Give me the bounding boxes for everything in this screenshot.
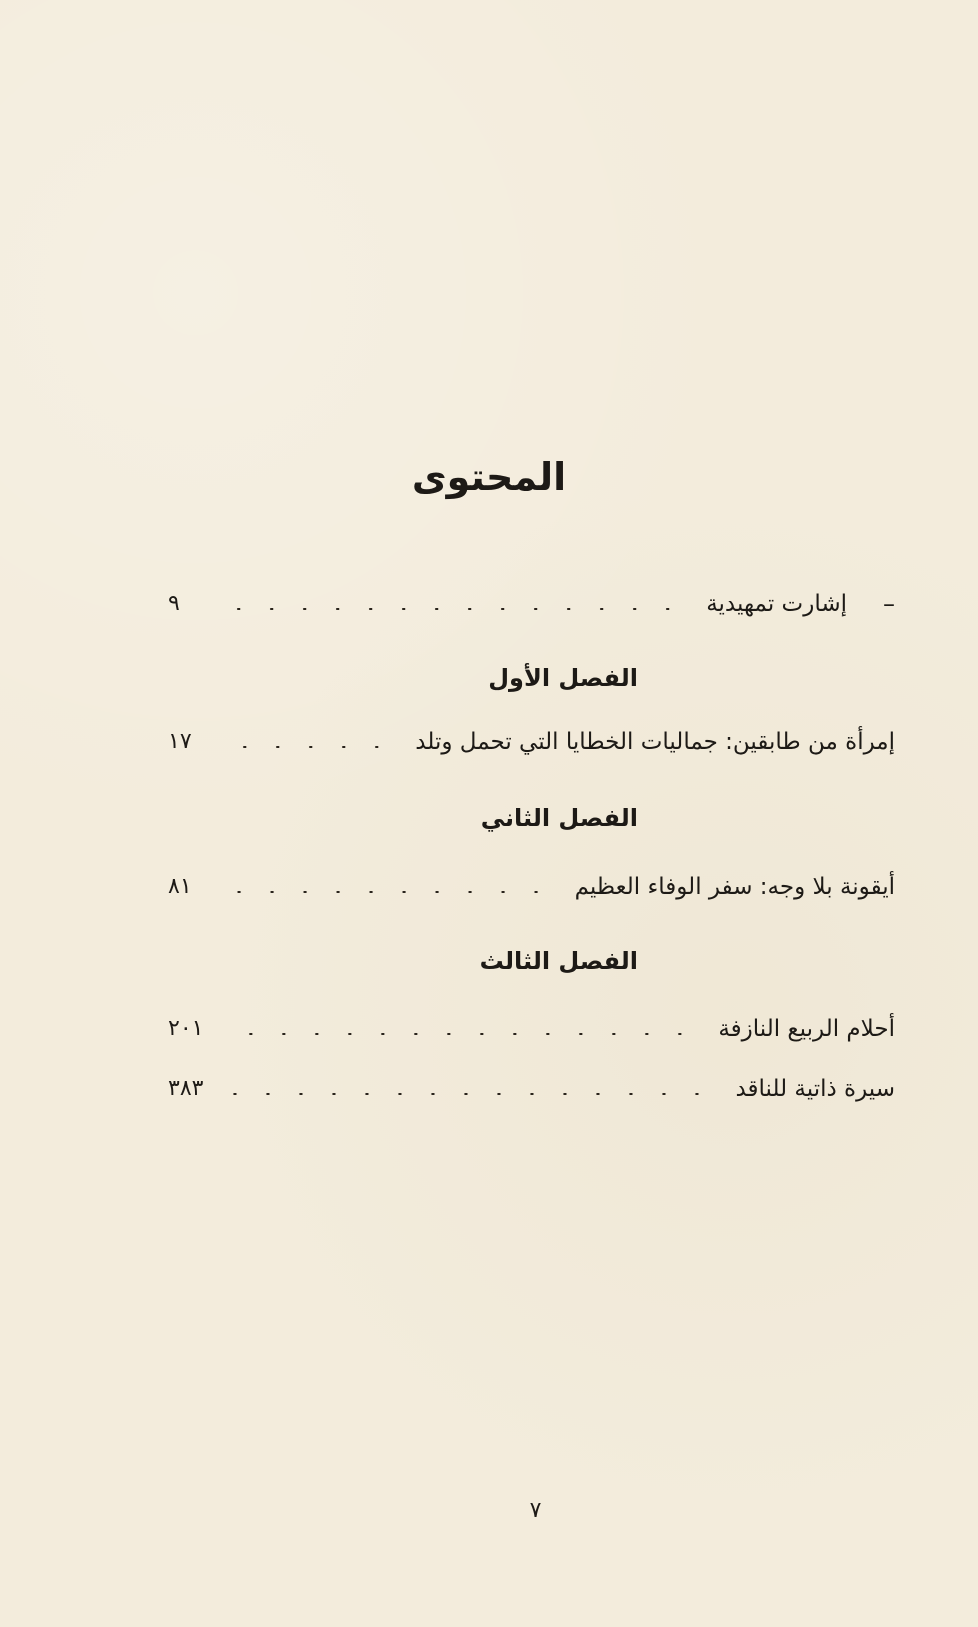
- entry-dash: –: [883, 590, 895, 618]
- entry-title: أحلام الربيع النازفة: [718, 1015, 895, 1042]
- page-number: ٨١: [168, 874, 192, 899]
- page-title: المحتوى: [411, 455, 567, 499]
- page-number: ٣٨٣: [168, 1076, 204, 1101]
- dot-leader: [232, 746, 393, 748]
- entry-introductory-notes: [168, 586, 895, 622]
- entry-title: سيرة ذاتية للناقد: [735, 1075, 895, 1102]
- entry-title: إشارت تمهيدية: [706, 590, 847, 617]
- dot-leader: [232, 608, 684, 610]
- entry-faceless-icon: [168, 869, 895, 905]
- chapter-heading-second: الفصل الثاني: [480, 804, 638, 832]
- entry-two-story-woman: [168, 724, 895, 760]
- dot-leader: [232, 891, 553, 893]
- entry-title: أيقونة بلا وجه: سفر الوفاء العظيم: [574, 873, 895, 900]
- dot-leader: [232, 1093, 713, 1095]
- page-number: ٢٠١: [168, 1016, 204, 1041]
- footer-page-number: ٧: [529, 1498, 542, 1523]
- dot-leader: [232, 1033, 696, 1035]
- chapter-heading-first: الفصل الأول: [488, 664, 638, 692]
- chapter-heading-third: الفصل الثالث: [479, 947, 638, 975]
- page-number: ١٧: [168, 729, 192, 754]
- entry-bleeding-spring-dreams: [168, 1011, 895, 1047]
- entry-title: إمرأة من طابقين: جماليات الخطايا التي تحمل وتلد: [415, 728, 895, 755]
- page-number: ٩: [168, 591, 180, 616]
- entry-critic-autobiography: [168, 1071, 895, 1107]
